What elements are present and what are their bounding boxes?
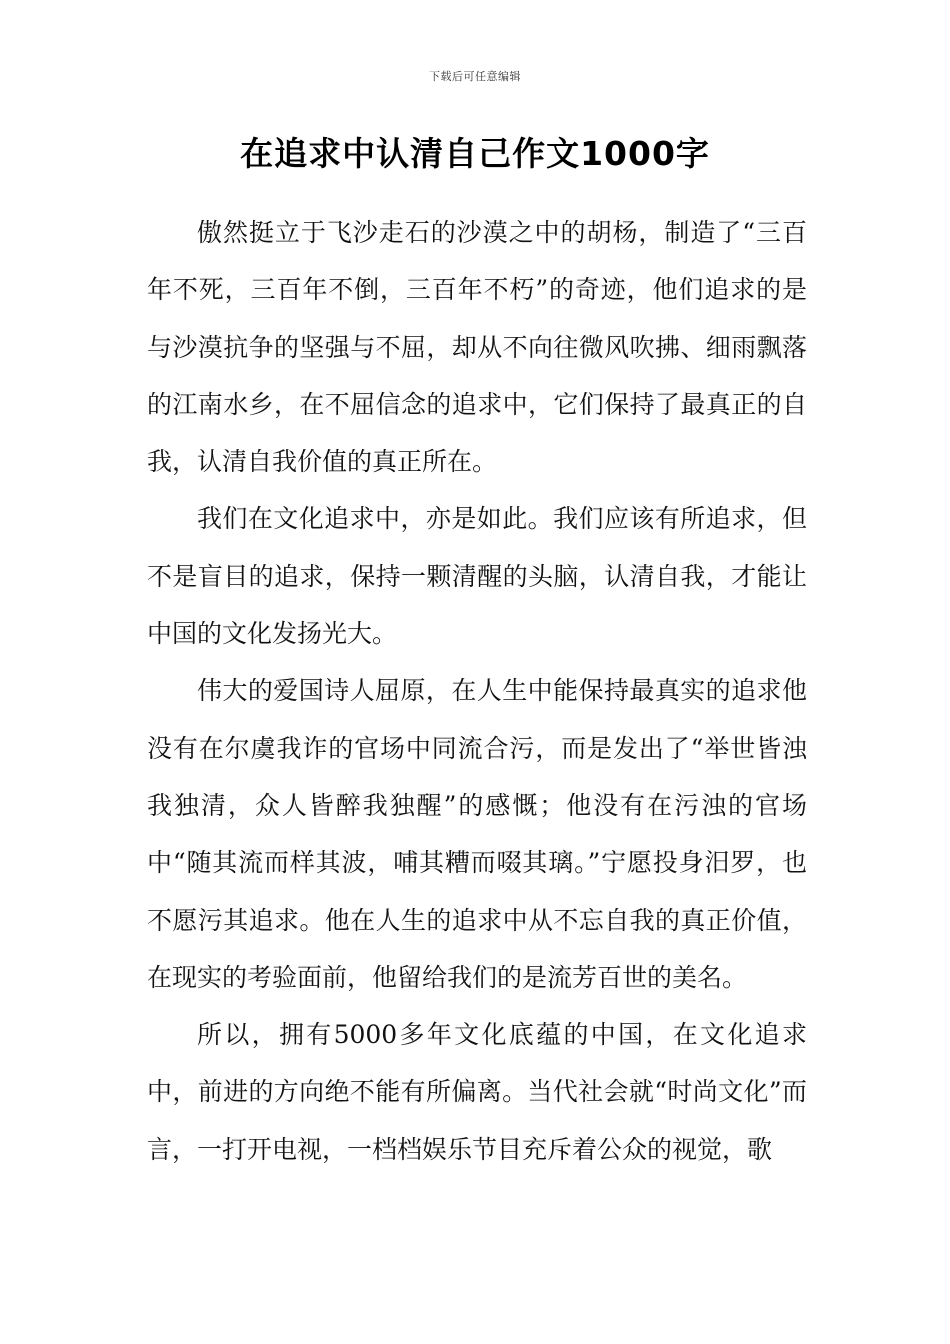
paragraph: 我们在文化追求中，亦是如此。我们应该有所追求，但不是盲目的追求，保持一颗清醒的头脑，认清自我，才能让中国的文化发扬光大。 <box>147 504 807 649</box>
paragraph: 傲然挺立于飞沙走石的沙漠之中的胡杨，制造了“三百年不死，三百年不倒，三百年不朽”的奇迹，他们追求的是与沙漠抗争的坚强与不屈，却从不向往微风吹拂、细雨飘落的江南水乡，在不屈信念的追求中，它们保持了最真正的自我，认清自我价值的真正所在。 <box>147 218 807 477</box>
paragraph: 所以，拥有5000多年文化底蕴的中国，在文化追求中，前进的方向绝不能有所偏离。当代社会就“时尚文化”而言，一打开电视，一档档娱乐节目充斥着公众的视觉，歌 <box>147 1020 807 1164</box>
header-note: 下载后可任意编辑 <box>429 70 521 83</box>
paragraph: 伟大的爱国诗人屈原，在人生中能保持最真实的追求他没有在尔虞我诈的官场中同流合污，而是发出了“举世皆浊我独清，众人皆醉我独醒”的感慨；他没有在污浊的官场中“随其流而样其波，哺其糟而啜其璃。”宁愿投身汨罗，也不愿污其追求。他在人生的追求中从不忘自我的真正价值，在现实的考验面前，他留给我们的是流芳百世的美名。 <box>147 676 807 992</box>
essay-body <box>147 204 807 1178</box>
page-title: 在追求中认清自己作文1000字 <box>240 134 710 173</box>
